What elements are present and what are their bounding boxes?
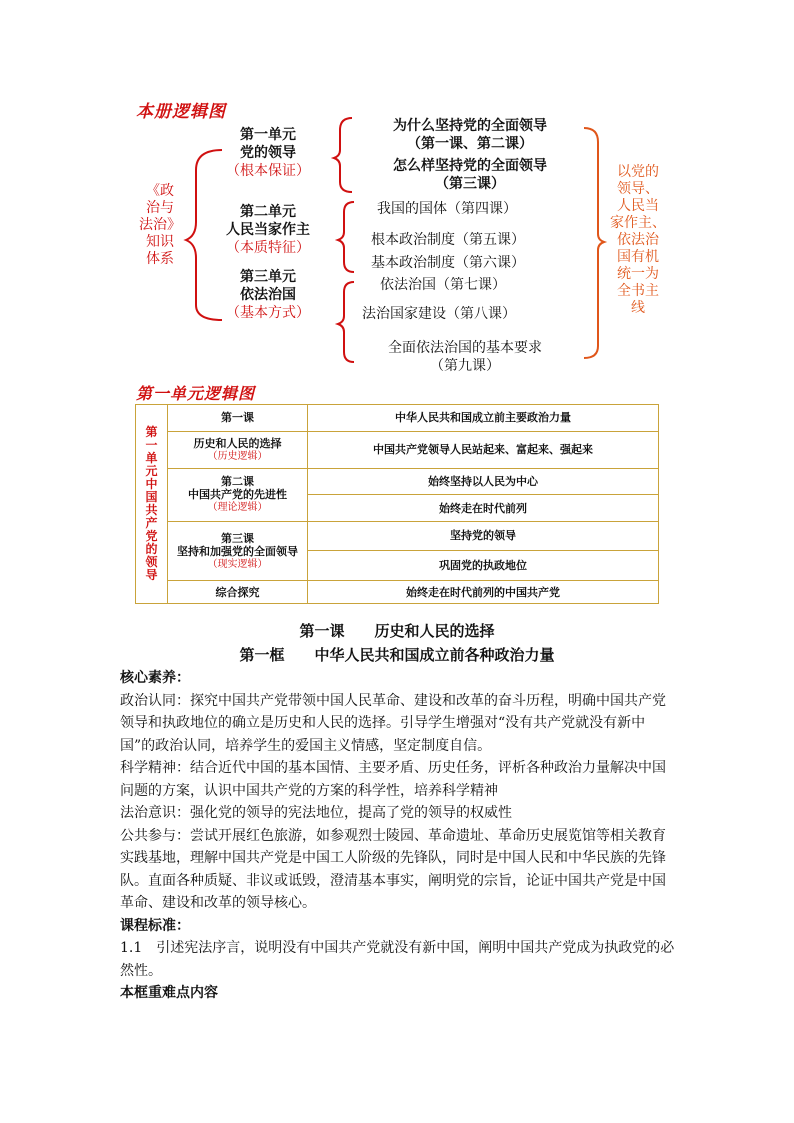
lesson1-item1: 中华人民共和国成立前主要政治力量 [308,405,659,432]
unit-three: 第三单元 依法治国 （基本方式） [226,269,310,321]
book-logic-title: 本册逻辑图 [136,102,226,122]
knowledge-system-label: 《政 治与 法治》 知识 体系 [139,183,181,267]
lesson2-cell: 第二课 中国共产党的先进性 （理论逻辑） [168,468,308,521]
lesson1-name: 第一课 [168,405,308,432]
lesson-why-leadership: 为什么坚持党的全面领导 （第一课、第二课） [393,118,547,152]
lesson1-item2: 中国共产党领导人民站起来、富起来、强起来 [308,431,659,468]
lesson-four: 我国的国体（第四课） [377,201,517,217]
summary-item: 始终走在时代前列的中国共产党 [308,581,659,604]
lesson-seven: 依法治国（第七课） [380,277,506,293]
unit-one: 第一单元 党的领导 （根本保证） [226,127,310,179]
lesson-how-leadership: 怎么样坚持党的全面领导 （第三课） [393,158,547,192]
curriculum-standard-title: 课程标准： [120,917,190,934]
frame-heading: 第一框 中华人民共和国成立前各种政治力量 [239,646,555,664]
unit-logic-title: 第一单元逻辑图 [136,384,256,403]
main-line-label: 以党的 领导、 人民当 家作主、 依法治 国有机 统一为 全书主 线 [610,164,666,316]
lesson2-item2: 始终走在时代前列 [308,495,659,522]
standard-paragraph: 1.1 引述宪法序言，说明没有中国共产党就没有新中国，阐明中国共产党成为执政党的必然性。 [120,940,675,979]
rule-of-law-paragraph: 法治意识：强化党的领导的宪法地位，提高了党的领导的权威性 [120,805,512,821]
lesson2-item1: 始终坚持以人民为中心 [308,468,659,495]
lesson3-cell: 第三课 坚持和加强党的全面领导 （现实逻辑） [168,521,308,580]
lesson-heading: 第一课 历史和人民的选择 [299,622,495,640]
political-identity-paragraph: 政治认同：探究中国共产党带领中国人民革命、建设和改革的奋斗历程，明确中国共产党领导和执政地位的确立是历史和人民的选择。引导学生增强对“没有共产党就没有新中国”的政治认同，培养学生的爱国主义情感，坚定制度自信。 [120,692,666,754]
unit-two: 第二单元 人民当家作主 （本质特征） [226,204,310,256]
summary-name: 综合探究 [168,581,308,604]
public-participation-paragraph: 公共参与：尝试开展红色旅游，如参观烈士陵园、革命遗址、革命历史展览馆等相关教育实践基地，理解中国共产党是中国工人阶级的先锋队，同时是中国人民和中华民族的先锋队。直面各种质疑、非议或诋毁，澄清基本事实，阐明党的宗旨，论证中国共产党是中国革命、建设和改革的领导核心。 [120,827,666,911]
lesson1-title: 历史和人民的选择 （历史逻辑） [168,431,308,468]
lesson3-item1: 坚持党的领导 [308,521,659,550]
unit-side-label: 第 一 单 元 中 国 共 产 党 的 领 导 [136,405,168,604]
body-content [120,667,676,1005]
lesson3-item2: 巩固党的执政地位 [308,550,659,581]
scientific-spirit-paragraph: 科学精神：结合近代中国的基本国情、主要矛盾、历史任务，评析各种政治力量解决中国问题的方案，认识中国共产党的方案的科学性，培养科学精神 [120,760,666,799]
key-points-title: 本框重难点内容 [120,985,218,1001]
lesson-eight: 法治国家建设（第八课） [362,306,516,322]
unit-logic-table [135,404,659,604]
core-literacy-title: 核心素养： [120,670,190,686]
lesson-five: 根本政治制度（第五课） [371,232,525,248]
lesson-six: 基本政治制度（第六课） [371,255,525,271]
lesson-nine: 全面依法治国的基本要求 （第九课） [388,340,542,374]
